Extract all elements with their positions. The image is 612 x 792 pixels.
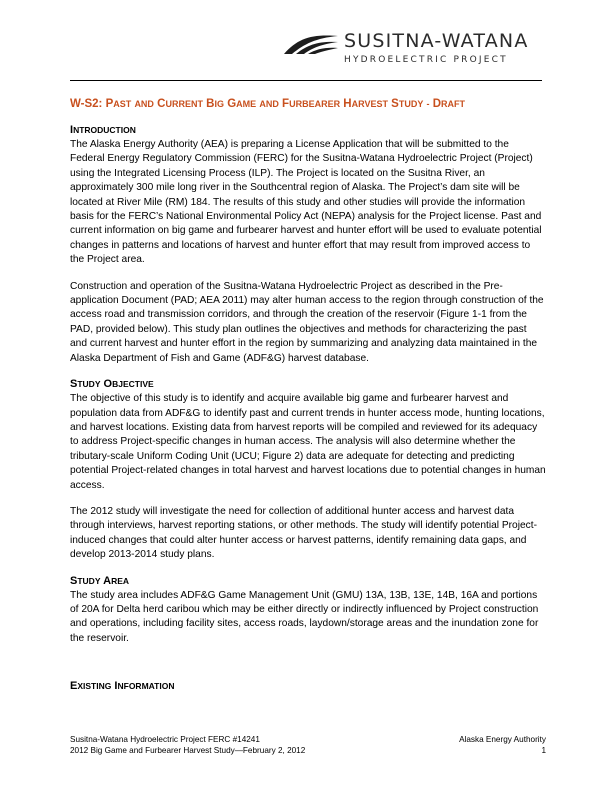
section-heading: EXISTING INFORMATION	[70, 680, 175, 693]
paragraph: Construction and operation of the Susitna-Watana Hydroelectric Project as described in the Pre-application Document (PAD; AEA 2011) may alter human access to the region through construction of the access road and transmission corridors, and through the creation of the reservoir (Figure 1-1 from the PAD, provided below). This study plan outlines the objectives and methods for characterizing the past and current harvest and hunter effort in the region by summarizing and analyzing data maintained in the Alaska Department of Fish and Game (ADF&G) harvest database.	[70, 280, 544, 364]
footer-organization: Alaska Energy Authority	[459, 735, 546, 744]
section-heading: STUDY OBJECTIVE	[70, 378, 154, 391]
document-body	[70, 124, 546, 694]
section-heading: STUDY AREA	[70, 574, 130, 587]
section-heading: INTRODUCTION	[70, 124, 136, 136]
section-introduction	[70, 124, 546, 366]
section-study-area	[70, 575, 546, 647]
project-logo	[282, 22, 544, 74]
logo-subtitle: HYDROELECTRIC PROJECT	[344, 55, 508, 65]
page-number: 1	[541, 745, 546, 755]
title-text: PAST AND CURRENT BIG GAME AND FURBEARER HARVEST STUDY - DRAFT	[105, 98, 466, 110]
section-study-objective	[70, 378, 546, 562]
paragraph: The 2012 study will investigate the need for collection of additional hunter access and harvest data through interviews, harvest reporting stations, or other methods. The study will identify potential Project-induced changes that could alter hunter access or harvest patterns, identify remaining data gaps, and develop 2013-2014 study plans.	[70, 505, 537, 561]
footer-study-date: 2012 Big Game and Furbearer Harvest Study—February 2, 2012	[70, 745, 306, 755]
paragraph: The objective of this study is to identify and acquire available big game and furbearer harvest and population data from ADF&G to identify past and current trends in hunter access mode, hunting locations, and harvest locations. Existing data from harvest reports will be compiled and reviewed for its adequacy to address Project-specific changes in human access. The analysis will also determine whether the tributary-scale Uniform Coding Unit (UCU; Figure 2) data are adequate for detecting and predicting potential Project-related changes in total harvest and harvest locations due to potential changes in human access.	[70, 393, 546, 491]
footer-project: Susitna-Watana Hydroelectric Project FERC #14241	[70, 735, 260, 744]
section-existing-information	[70, 680, 546, 692]
paragraph: The Alaska Energy Authority (AEA) is preparing a License Application that will be submitted to the Federal Energy Regulatory Commission (FERC) for the Susitna-Watana Hydroelectric Project (Project) using the Integrated Licensing Process (ILP). The Project is located on the Susitna River, an approximately 300 mile long river in the Southcentral region of Alaska. The Project’s dam site will be located at River Mile (RM) 184. The results of this study and other studies will provide the information basis for the FERC’s National Environmental Policy Act (NEPA) analysis for the Project license. Past and current information on big game and furbearer harvest and hunter effort will be used to evaluate potential changes in patterns and locations of harvest and hunter effort that may result from improved access to the Project area.	[70, 139, 542, 266]
header-divider	[70, 80, 542, 81]
paragraph: The study area includes ADF&G Game Management Unit (GMU) 13A, 13B, 13E, 14B, 16A and portions of 20A for Delta herd caribou which may be either directly or indirectly influenced by Project construction and operations, including facility sites, access roads, laydown/storage areas and the inundation zone for the reservoir.	[70, 589, 539, 644]
title-prefix: W-S2:	[70, 98, 103, 110]
swoosh-logo-icon	[282, 32, 340, 58]
page-footer	[70, 735, 546, 756]
logo-title: SUSITNA-WATANA	[344, 30, 529, 52]
document-title	[70, 98, 550, 110]
